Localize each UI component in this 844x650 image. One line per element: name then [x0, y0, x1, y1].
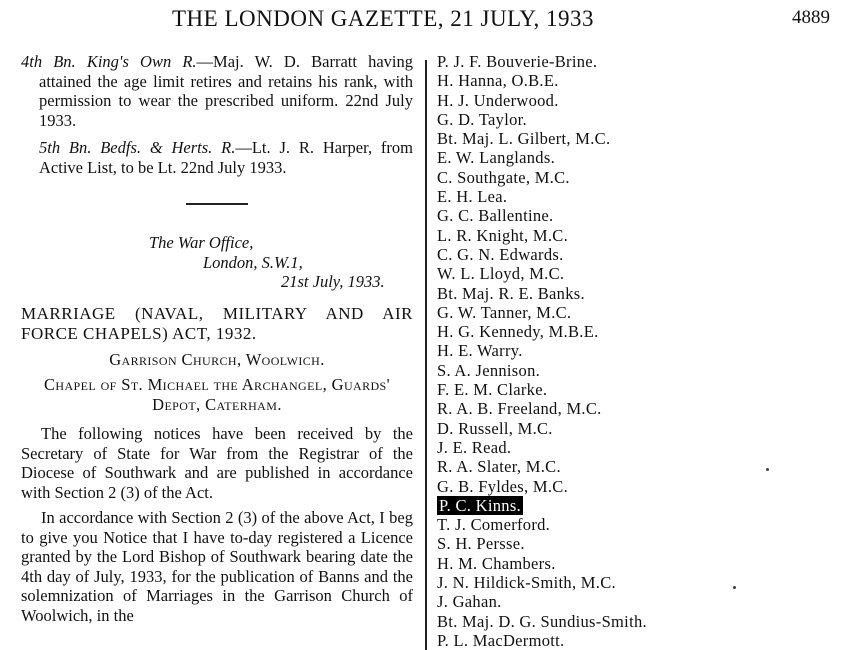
- gazette-header: [0, 6, 844, 36]
- notice-text: —Maj. W. D. Barratt having attained the age limit retires and retains his rank, with permission to wear the prescribed uniform. 22nd July 1933.: [39, 52, 413, 130]
- list-item: S. A. Jennison.: [437, 360, 541, 380]
- print-speck: [733, 586, 736, 589]
- left-column: [21, 52, 413, 625]
- print-speck: [766, 468, 769, 471]
- list-item: Bt. Maj. R. E. Banks.: [437, 283, 585, 303]
- list-item: H. M. Chambers.: [437, 553, 556, 573]
- act-title: MARRIAGE (NAVAL, MILITARY AND AIR FORCE CHAPELS) ACT, 1932.: [21, 303, 413, 343]
- list-item: R. A. Slater, M.C.: [437, 457, 561, 477]
- list-item: H. J. Underwood.: [437, 90, 559, 110]
- list-item: G. C. Ballentine.: [437, 206, 554, 226]
- page-number: 4889: [792, 7, 830, 28]
- list-item: C. Southgate, M.C.: [437, 167, 570, 187]
- list-item: H. E. Warry.: [437, 341, 523, 361]
- list-item: L. R. Knight, M.C.: [437, 225, 568, 245]
- list-item: C. G. N. Edwards.: [437, 244, 564, 264]
- list-item: W. L. Lloyd, M.C.: [437, 264, 565, 284]
- list-item: R. A. B. Freeland, M.C.: [437, 399, 602, 419]
- column-rule: [425, 60, 427, 650]
- list-item: T. J. Comerford.: [437, 515, 551, 535]
- list-item: F. E. M. Clarke.: [437, 380, 548, 400]
- list-item: H. G. Kennedy, M.B.E.: [437, 322, 599, 342]
- selection-highlight[interactable]: P. C. Kinns.: [439, 495, 521, 515]
- address-date: 21st July, 1933.: [281, 272, 385, 291]
- church-heading: Garrison Church, Woolwich.: [109, 349, 325, 369]
- list-item: J. N. Hildick-Smith, M.C.: [437, 573, 616, 593]
- address-line: The War Office,: [149, 233, 254, 252]
- notice-text: —Lt. J. R. Harper, from Active List, to be Lt. 22nd July 1933.: [39, 138, 413, 177]
- gazette-title: THE LONDON GAZETTE, 21 JULY, 1933: [172, 6, 594, 31]
- notice-entry: [21, 52, 413, 130]
- list-item: Bt. Maj. D. G. Sundius-Smith.: [437, 611, 647, 631]
- notice-paragraph: The following notices have been received by the Secretary of State for War from the Registrar of the Diocese of Southwark and are published in accordance with Section 2 (3) of the Act.: [21, 424, 413, 502]
- list-item: J. Gahan.: [437, 592, 502, 612]
- highlighted-list-item[interactable]: [437, 496, 837, 515]
- list-item: G. D. Taylor.: [437, 109, 527, 129]
- war-office-address: [21, 233, 413, 292]
- name-list: [437, 52, 837, 650]
- list-item: G. B. Fyldes, M.C.: [437, 476, 569, 496]
- regiment-name: 5th Bn. Bedfs. & Herts. R.: [39, 138, 236, 157]
- list-item: E. H. Lea.: [437, 187, 508, 207]
- section-divider: [186, 203, 248, 205]
- notice-entry: [21, 138, 413, 177]
- list-item: P. J. F. Bouverie-Brine.: [437, 52, 598, 71]
- list-item: E. W. Langlands.: [437, 148, 555, 168]
- list-item: S. H. Persse.: [437, 534, 525, 554]
- address-line: London, S.W.1,: [203, 252, 303, 272]
- list-item: D. Russell, M.C.: [437, 418, 553, 438]
- chapel-heading: Chapel of St. Michael the Archangel, Guards' Depot, Caterham.: [43, 375, 390, 414]
- regiment-name: 4th Bn. King's Own R.: [21, 52, 197, 71]
- list-item: G. W. Tanner, M.C.: [437, 302, 572, 322]
- list-item: P. L. MacDermott.: [437, 630, 565, 650]
- list-item: H. Hanna, O.B.E.: [437, 71, 559, 91]
- notice-paragraph: In accordance with Section 2 (3) of the above Act, I beg to give you Notice that I have to-day registered a Licence granted by the Lord Bishop of Southwark bearing date the 4th day of July, 1933, for the publication of Banns and the solemnization of Marriages in the Garrison Church of Woolwich, in the: [21, 508, 413, 625]
- list-item: J. E. Read.: [437, 437, 512, 457]
- list-item: Bt. Maj. L. Gilbert, M.C.: [437, 129, 611, 149]
